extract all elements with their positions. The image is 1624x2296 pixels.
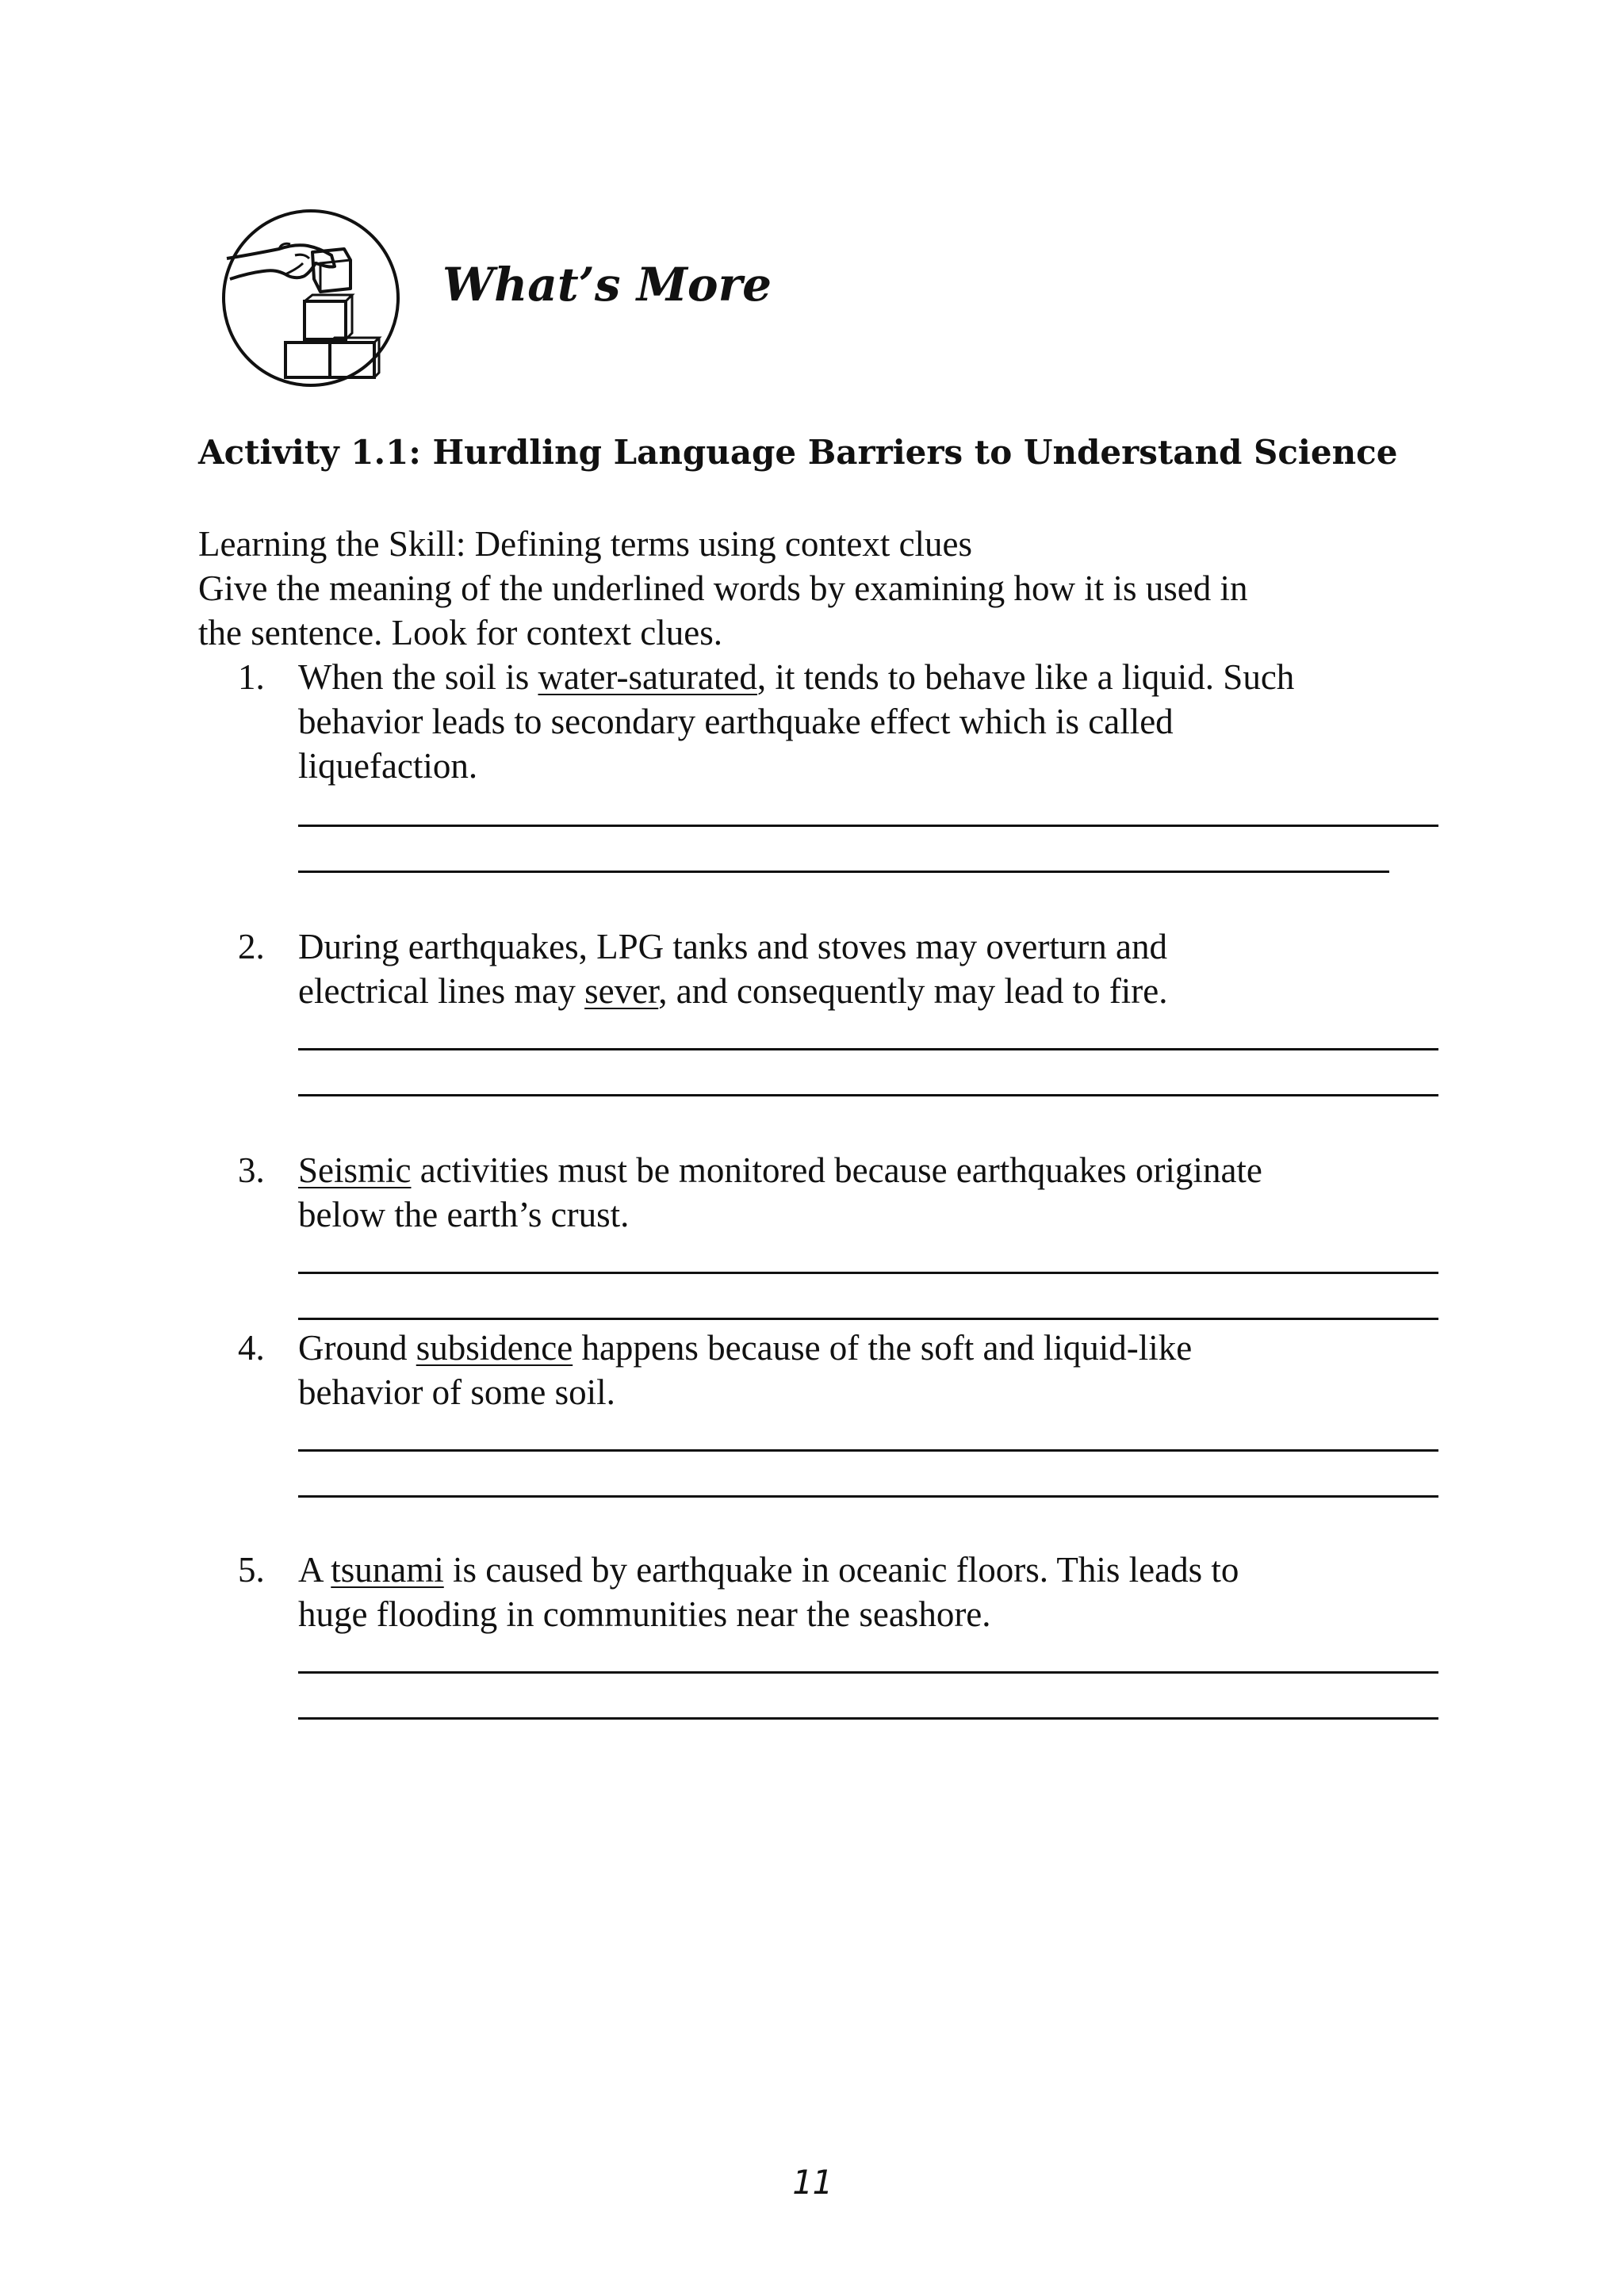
answer-line[interactable]	[298, 825, 1438, 827]
underlined-term: subsidence	[416, 1328, 573, 1368]
underlined-term: tsunami	[331, 1550, 444, 1590]
skill-line: Learning the Skill: Defining terms using context clues	[198, 524, 973, 564]
answer-line[interactable]	[298, 1048, 1438, 1050]
instruction-line: the sentence. Look for context clues.	[198, 613, 723, 652]
underlined-term: sever	[584, 971, 659, 1011]
answer-line[interactable]	[298, 1318, 1438, 1320]
instructions	[198, 522, 1435, 655]
activity-title: Activity 1.1: Hurdling Language Barriers to Understand Science	[198, 433, 1398, 472]
item-number: 1.	[238, 657, 265, 697]
item-text: Ground subsidence happens because of the soft and liquid-like behavior of some soil.	[298, 1328, 1193, 1412]
answer-line[interactable]	[298, 1449, 1438, 1452]
underlined-term: water-saturated	[538, 657, 757, 697]
answer-line[interactable]	[298, 1495, 1438, 1498]
section-title: What’s More	[442, 258, 772, 312]
answer-line[interactable]	[298, 1671, 1438, 1674]
instruction-line: Give the meaning of the underlined words by examining how it is used in	[198, 568, 1248, 608]
item-text: Seismic activities must be monitored because earthquakes originate below the earth’s crust.	[298, 1150, 1262, 1234]
item-text: A tsunami is caused by earthquake in oceanic floors. This leads to huge flooding in communities near the seashore.	[298, 1550, 1239, 1634]
answer-line[interactable]	[298, 871, 1389, 873]
answer-line[interactable]	[298, 1094, 1438, 1096]
hand-stacking-blocks-icon	[216, 200, 406, 390]
item-number: 5.	[238, 1550, 265, 1590]
answer-line[interactable]	[298, 1272, 1438, 1274]
underlined-term: Seismic	[298, 1150, 412, 1190]
item-number: 4.	[238, 1328, 265, 1368]
item-text: During earthquakes, LPG tanks and stoves may overturn and electrical lines may sever, and consequently may lead to fire.	[298, 927, 1168, 1011]
item-number: 2.	[238, 927, 265, 966]
answer-line[interactable]	[298, 1717, 1438, 1720]
page-number: 11	[791, 2163, 833, 2202]
item-text: When the soil is water-saturated, it tends to behave like a liquid. Such behavior leads to secondary earthquake effect which is called liquefaction.	[298, 657, 1295, 786]
item-number: 3.	[238, 1150, 265, 1190]
